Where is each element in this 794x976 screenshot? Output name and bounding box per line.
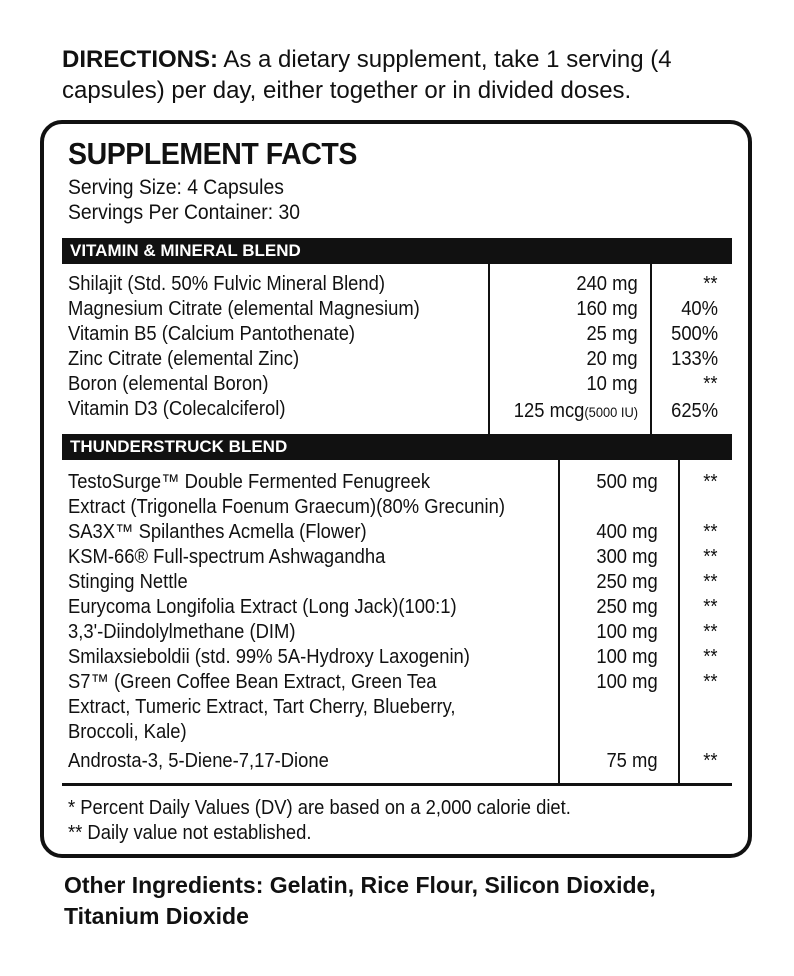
thunderstruck-row-name: Extract (Trigonella Foenum Graecum)(80% Grecunin)	[68, 496, 505, 518]
vitamin-amount-divider	[488, 264, 490, 434]
thunderstruck-row-name: Eurycoma Longifolia Extract (Long Jack)(100:1)	[68, 596, 457, 618]
thunderstruck-dv-divider	[678, 460, 680, 783]
thunderstruck-row-amount: 400 mg	[596, 521, 658, 543]
dv-footnote: * Percent Daily Values (DV) are based on a 2,000 calorie diet.	[68, 797, 571, 819]
thunderstruck-row-dv: **	[703, 546, 718, 568]
footnote-divider	[62, 783, 732, 786]
amount-value: 125 mcg	[513, 400, 585, 422]
thunderstruck-row-dv: **	[703, 671, 718, 693]
thunderstruck-row-name: SA3X™ Spilanthes Acmella (Flower)	[68, 521, 367, 543]
vitamin-row-dv: 625%	[670, 400, 718, 422]
thunderstruck-row-name: 3,3'-Diindolylmethane (DIM)	[68, 621, 296, 643]
thunderstruck-row-amount: 100 mg	[596, 671, 658, 693]
thunderstruck-amount-divider	[558, 460, 560, 783]
thunderstruck-row-name: KSM-66® Full-spectrum Ashwagandha	[68, 546, 386, 568]
servings-per-container: Servings Per Container: 30	[68, 201, 300, 224]
thunderstruck-row-amount: 250 mg	[596, 596, 658, 618]
supplement-facts-title: SUPPLEMENT FACTS	[68, 136, 357, 171]
thunderstruck-row-amount: 250 mg	[596, 571, 658, 593]
vitamin-row-name: Zinc Citrate (elemental Zinc)	[68, 348, 300, 370]
thunderstruck-row-dv: **	[703, 750, 718, 772]
vitamin-row-dv: **	[703, 273, 718, 295]
vitamin-row-dv: 500%	[670, 323, 718, 345]
thunderstruck-row-name: S7™ (Green Coffee Bean Extract, Green Tea	[68, 671, 437, 693]
thunderstruck-row-name: Extract, Tumeric Extract, Tart Cherry, Blueberry,	[68, 696, 456, 718]
amount-note: (5000 IU)	[584, 404, 638, 420]
thunderstruck-row-dv: **	[703, 621, 718, 643]
vitamin-row-name: Vitamin D3 (Colecalciferol)	[68, 398, 286, 420]
vitamin-row-dv: 40%	[681, 298, 718, 320]
vitamin-row-name: Vitamin B5 (Calcium Pantothenate)	[68, 323, 356, 345]
vitamin-row-dv: 133%	[670, 348, 718, 370]
thunderstruck-row-name: TestoSurge™ Double Fermented Fenugreek	[68, 471, 431, 493]
thunderstruck-row-dv: **	[703, 471, 718, 493]
thunderstruck-row-amount: 75 mg	[606, 750, 658, 772]
vitamin-row-amount: 240 mg	[576, 273, 638, 295]
vitamin-row-amount: 10 mg	[586, 373, 638, 395]
vitamin-dv-divider	[650, 264, 652, 434]
vitamin-row-name: Boron (elemental Boron)	[68, 373, 269, 395]
vitamin-blend-heading: VITAMIN & MINERAL BLEND	[62, 238, 732, 264]
thunderstruck-row-dv: **	[703, 646, 718, 668]
vitamin-row-name: Shilajit (Std. 50% Fulvic Mineral Blend)	[68, 273, 386, 295]
directions-text	[62, 44, 742, 106]
thunderstruck-row-amount: 500 mg	[596, 471, 658, 493]
thunderstruck-row-amount: 100 mg	[596, 621, 658, 643]
thunderstruck-row-name: Stinging Nettle	[68, 571, 188, 593]
thunderstruck-row-amount: 100 mg	[596, 646, 658, 668]
thunderstruck-row-dv: **	[703, 596, 718, 618]
serving-size: Serving Size: 4 Capsules	[68, 176, 284, 199]
other-ingredients: Other Ingredients: Gelatin, Rice Flour, Silicon Dioxide, Titanium Dioxide	[64, 872, 656, 929]
thunderstruck-row-dv: **	[703, 571, 718, 593]
vitamin-row-name: Magnesium Citrate (elemental Magnesium)	[68, 298, 420, 320]
directions-body: As a dietary supplement, take 1 serving (4 capsules) per day, either together or in divided doses.	[62, 46, 672, 104]
not-established-footnote: ** Daily value not established.	[68, 822, 312, 844]
vitamin-row-amount: 25 mg	[586, 323, 638, 345]
thunderstruck-blend-heading: THUNDERSTRUCK BLEND	[62, 434, 732, 460]
vitamin-row-amount: 20 mg	[586, 348, 638, 370]
vitamin-row-amount	[514, 399, 638, 424]
vitamin-row-amount: 160 mg	[576, 298, 638, 320]
thunderstruck-row-name: Broccoli, Kale)	[68, 721, 187, 743]
thunderstruck-row-amount: 300 mg	[596, 546, 658, 568]
thunderstruck-row-name: Androsta-3, 5-Diene-7,17-Dione	[68, 750, 329, 772]
supplement-facts-panel	[40, 120, 752, 858]
vitamin-row-dv: **	[703, 373, 718, 395]
thunderstruck-row-name: Smilaxsieboldii (std. 99% 5A-Hydroxy Laxogenin)	[68, 646, 470, 668]
thunderstruck-row-dv: **	[703, 521, 718, 543]
directions-label: DIRECTIONS:	[62, 46, 218, 73]
